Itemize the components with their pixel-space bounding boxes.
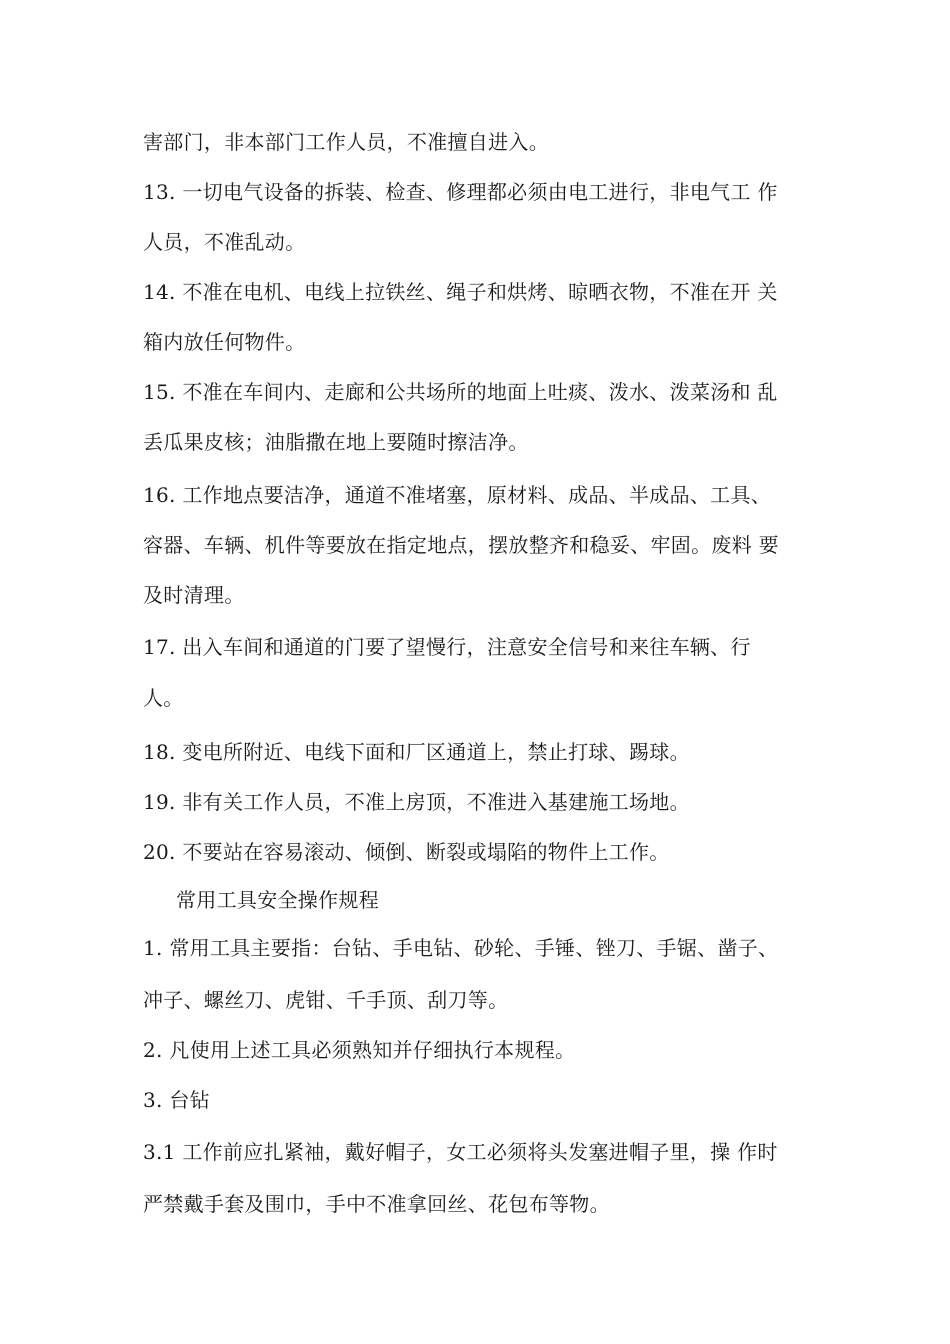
- tool-item-3-line: 3. 台钻: [143, 1088, 210, 1112]
- rule-13-line-2: 人员，不准乱动。: [143, 230, 306, 254]
- text-line: 害部门，非本部门工作人员，不准擅自进入。: [143, 130, 549, 154]
- section-heading: 常用工具安全操作规程: [176, 888, 379, 912]
- rule-16-line-3: 及时清理。: [143, 583, 245, 607]
- rule-13-line-1: 13. 一切电气设备的拆装、检查、修理都必须由电工进行，非电气工 作: [143, 180, 778, 204]
- tool-item-2-line: 2. 凡使用上述工具必须熟知并仔细执行本规程。: [143, 1038, 576, 1062]
- tool-item-1-line-2: 冲子、螺丝刀、虎钳、千手顶、刮刀等。: [143, 988, 509, 1012]
- rule-15-line-2: 丢瓜果皮核；油脂撒在地上要随时擦洁净。: [143, 430, 529, 454]
- rule-16-line-2: 容器、车辆、机件等要放在指定地点，摆放整齐和稳妥、牢固。废料 要: [143, 533, 779, 557]
- rule-14-line-2: 箱内放任何物件。: [143, 330, 306, 354]
- rule-15-line-1: 15. 不准在车间内、走廊和公共场所的地面上吐痰、泼水、泼菜汤和 乱: [143, 380, 778, 404]
- rule-18-line: 18. 变电所附近、电线下面和厂区通道上，禁止打球、踢球。: [143, 740, 690, 764]
- tool-item-3-1-line-1: 3.1 工作前应扎紧袖，戴好帽子，女工必须将头发塞进帽子里，操 作时: [143, 1140, 778, 1164]
- rule-20-line: 20. 不要站在容易滚动、倾倒、断裂或塌陷的物件上工作。: [143, 840, 670, 864]
- rule-17-line-2: 人。: [143, 686, 184, 710]
- tool-item-1-line-1: 1. 常用工具主要指：台钻、手电钻、砂轮、手锤、锉刀、手锯、凿子、: [143, 936, 779, 960]
- rule-14-line-1: 14. 不准在电机、电线上拉铁丝、绳子和烘烤、晾晒衣物，不准在开 关: [143, 280, 778, 304]
- rule-17-line-1: 17. 出入车间和通道的门要了望慢行，注意安全信号和来往车辆、行: [143, 635, 751, 659]
- rule-19-line: 19. 非有关工作人员，不准上房顶，不准进入基建施工场地。: [143, 790, 690, 814]
- tool-item-3-1-line-2: 严禁戴手套及围巾，手中不准拿回丝、花包布等物。: [143, 1192, 610, 1216]
- rule-16-line-1: 16. 工作地点要洁净，通道不准堵塞，原材料、成品、半成品、工具、: [143, 483, 772, 507]
